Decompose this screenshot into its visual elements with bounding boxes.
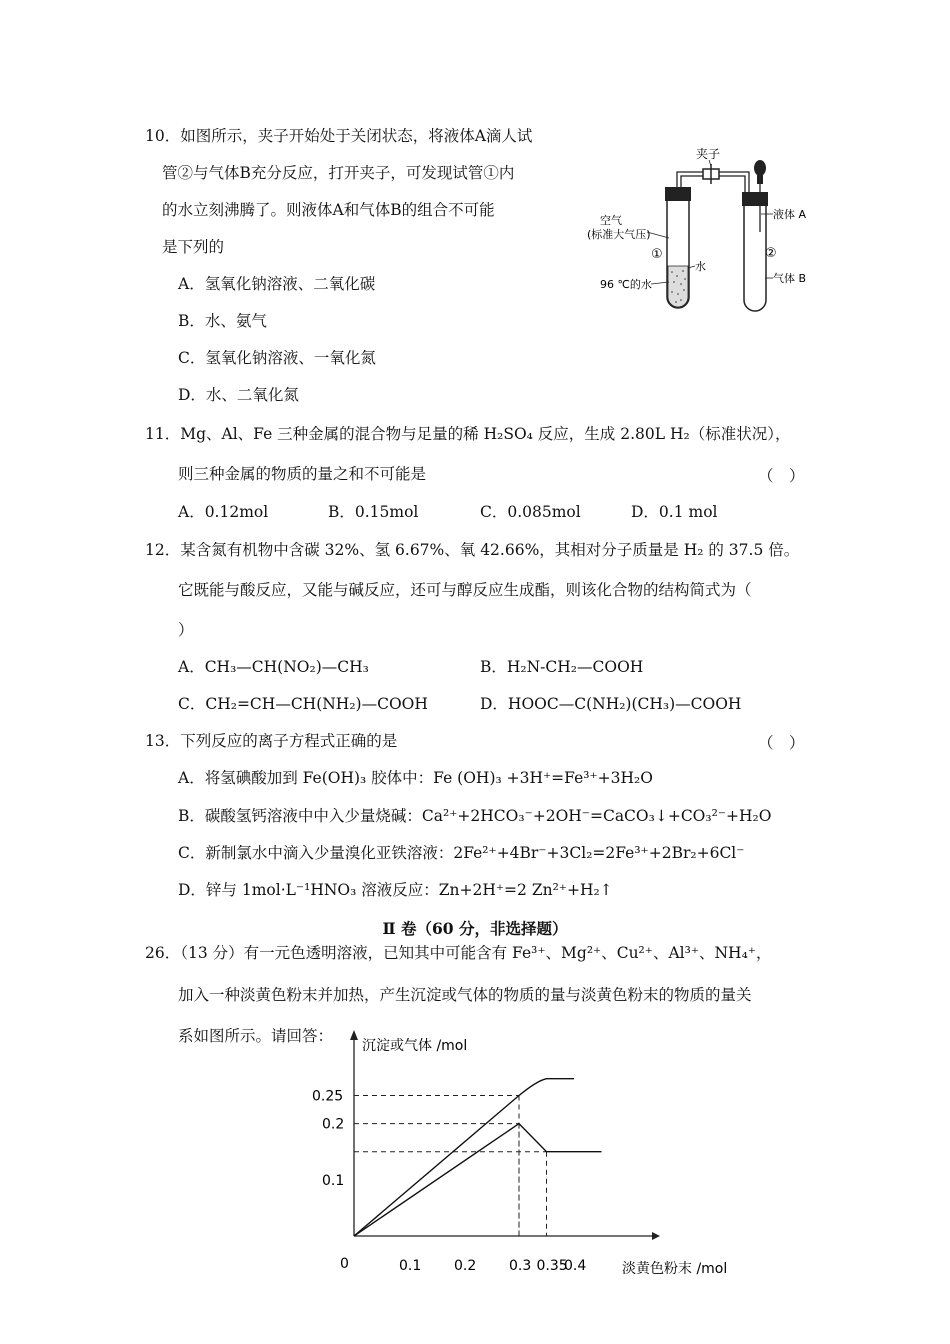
label-gas-b: 气体 B: [773, 272, 807, 285]
label-tube-2: ②: [765, 246, 777, 261]
q13-option-c: C．新制氯水中滴入少量溴化亚铁溶液：2Fe²⁺+4Br⁻+3Cl₂=2Fe³⁺+2Br₂+6Cl⁻: [178, 844, 745, 862]
q10-line-1: 10．如图所示，夹子开始处于关闭状态，将液体A滴人试: [145, 127, 533, 145]
series-line-upper: [354, 1079, 574, 1236]
chart-origin-label: 0: [340, 1256, 349, 1272]
q12-option-d: D．HOOC—C(NH₂)(CH₃)—COOH: [480, 695, 742, 713]
label-water: 水: [695, 260, 706, 273]
test-tube-1: [665, 187, 691, 308]
q10-option-d: D．水、二氧化氮: [178, 386, 299, 404]
q13-option-b: B．碳酸氢钙溶液中中入少量烧碱：Ca²⁺+2HCO₃⁻+2OH⁻=CaCO₃↓+CO₃²⁻+H₂O: [178, 807, 772, 825]
label-air-note: (标准大气压): [587, 228, 651, 241]
y-tick-label: 0.25: [312, 1088, 344, 1105]
q26-line-1: 26．（13 分）有一元色透明溶液，已知其中可能含有 Fe³⁺、Mg²⁺、Cu²⁺、Al³⁺、NH₄⁺，: [145, 944, 772, 962]
q26-line-2: 加入一种淡黄色粉末并加热，产生沉淀或气体的物质的量与淡黄色粉末的物质的量关: [178, 986, 752, 1004]
section-title: Ⅱ 卷（60 分，非选择题）: [382, 919, 568, 938]
x-tick-label: 0.2: [454, 1258, 477, 1274]
q11-line-1: 11．Mg、Al、Fe 三种金属的混合物与足量的稀 H₂SO₄ 反应，生成 2.80L H₂（标准状况），: [145, 425, 791, 443]
q11-option-d: D．0.1 mol: [631, 503, 718, 521]
q13-line-1: 13．下列反应的离子方程式正确的是: [145, 732, 398, 750]
q13-option-a: A．将氢碘酸加到 Fe(OH)₃ 胶体中：Fe (OH)₃ +3H⁺=Fe³⁺+3H₂O: [178, 769, 653, 787]
q10-line-2: 管②与气体B充分反应，打开夹子，可发现试管①内: [162, 164, 515, 182]
chart-xlabel: 淡黄色粉末 /mol: [622, 1261, 728, 1277]
test-tube-apparatus-figure: [585, 142, 825, 322]
q13-answer-paren: （ ）: [758, 734, 805, 752]
q10-line-4: 是下列的: [162, 238, 225, 256]
y-axis-arrow-icon: [350, 1030, 358, 1040]
label-hot-water: 96 ℃的水: [600, 278, 652, 291]
y-tick-label: 0.2: [322, 1116, 345, 1133]
q10-option-c: C．氢氧化钠溶液、一氧化氮: [178, 349, 376, 367]
x-tick-label: 0.3: [509, 1258, 532, 1274]
q12-line-2: 它既能与酸反应，又能与碱反应，还可与醇反应生成酯，则该化合物的结构简式为（: [178, 581, 752, 599]
label-air: 空气: [600, 214, 622, 227]
q11-answer-paren: （ ）: [758, 467, 805, 485]
q12-option-a: A．CH₃—CH(NO₂)—CH₃: [178, 658, 369, 676]
label-liquid-a: 液体 A: [773, 208, 807, 221]
q12-line-1: 12．某含氮有机物中含碳 32%、氢 6.67%、氧 42.66%，其相对分子质量是 H₂ 的 37.5 倍。: [145, 541, 800, 559]
q10-line-3: 的水立刻沸腾了。则液体A和气体B的组合不可能: [162, 201, 495, 219]
label-tube-1: ①: [651, 247, 663, 262]
q10-option-a: A．氢氧化钠溶液、二氧化碳: [178, 275, 376, 293]
q11-line-2: 则三种金属的物质的量之和不可能是: [178, 465, 427, 483]
q13-option-d: D．锌与 1mol·L⁻¹HNO₃ 溶液反应：Zn+2H⁺=2 Zn²⁺+H₂↑: [178, 881, 613, 899]
precipitate-gas-chart: [290, 1020, 760, 1285]
x-tick-label: 0.1: [399, 1258, 422, 1274]
q26-line-3: 系如图所示。请回答：: [178, 1027, 334, 1045]
q10-option-b: B．水、氨气: [178, 312, 267, 330]
q11-option-c: C．0.085mol: [480, 503, 581, 521]
x-axis-arrow-icon: [652, 1232, 660, 1240]
y-tick-label: 0.1: [322, 1172, 345, 1189]
q11-option-b: B．0.15mol: [328, 503, 419, 521]
x-tick-label: 0.4: [564, 1258, 587, 1274]
q12-option-c: C．CH₂=CH—CH(NH₂)—COOH: [178, 695, 428, 713]
x-tick-label: 0.35: [536, 1258, 568, 1274]
q11-option-a: A．0.12mol: [178, 503, 269, 521]
chart-ylabel: 沉淀或气体 /mol: [362, 1038, 468, 1054]
series-line-lower: [354, 1124, 602, 1236]
clip-icon: [703, 164, 719, 184]
q12-option-b: B．H₂N-CH₂—COOH: [480, 658, 644, 676]
q12-line-3: ）: [178, 621, 194, 639]
label-clip: 夹子: [696, 147, 721, 161]
